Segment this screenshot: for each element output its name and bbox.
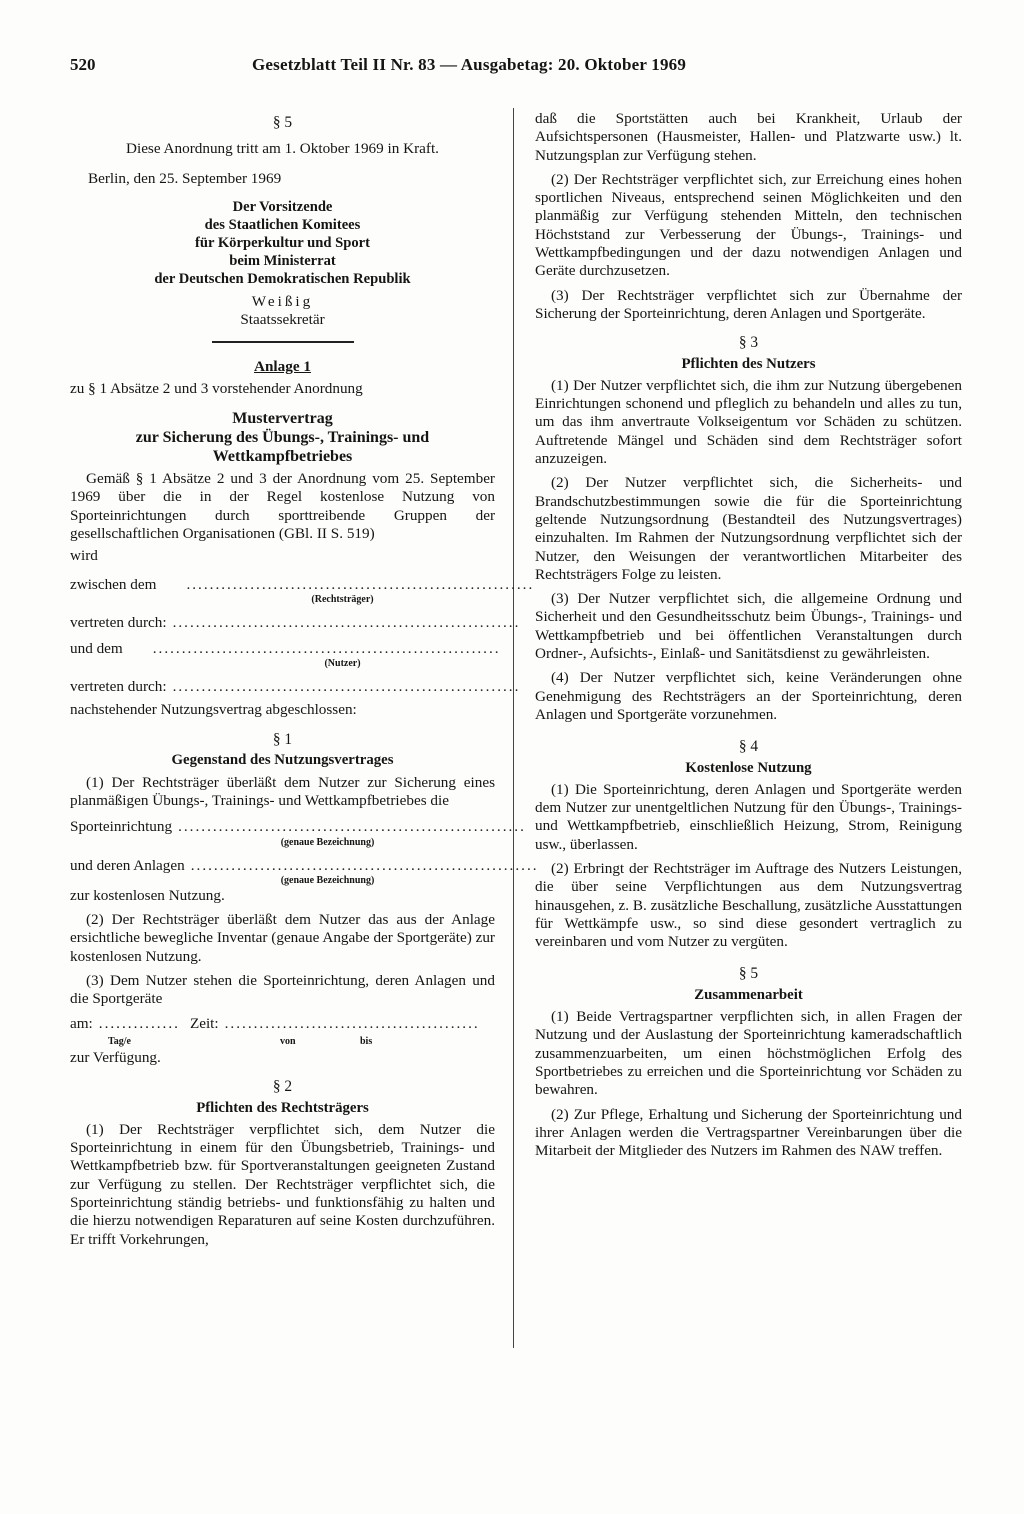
section-mark: § 4 [738,738,759,756]
paragraph: (3) Der Rechtsträger verpflichtet sich zur Übernahme der Sicherung der Sporteinrichtung, deren Anlagen und Sportgeräte. [535,286,962,322]
signatory-line: beim Ministerrat [229,252,336,269]
annex-subtitle: zu § 1 Absätze 2 und 3 vorstehender Anordnung [70,379,363,397]
field-caption: (genaue Bezeichnung) [280,836,375,848]
time-captions [70,1033,495,1047]
contract-title-line: Mustervertrag [232,410,333,428]
signer-name: Weißig [251,292,314,310]
paragraph: zur Verfügung. [70,1048,161,1066]
effective-date-text: Diese Anordnung tritt am 1. Oktober 1969 in Kraft. [126,140,439,158]
fill-line: ............................................................ [172,678,521,696]
page-header [70,55,964,83]
paragraph: (2) Der Rechtsträger überläßt dem Nutzer das aus der Anlage ersichtliche bewegliche Inventar (genaue Angabe der Sportgeräte) zur kostenlosen Nutzung. [70,911,495,965]
paragraph: (3) Der Nutzer verpflichtet sich, die allgemeine Ordnung und Sicherheit und den Gesundheitsschutz beim Übungs-, Trainings- und Wettkampfbetrieb und bei öffentlichen Veranstaltungen durch Ordner-, Aufsichts-, Einlaß- und Sanitätsdienst zu gewährleisten. [535,590,962,663]
field-label: vertreten durch: [70,678,167,696]
contract-title-line: Wettkampfbetriebes [212,448,353,466]
section-title: Kostenlose Nutzung [685,759,812,776]
fill-line: ............................................................ [178,818,526,836]
signatory-line: der Deutschen Demokratischen Republik [154,270,411,287]
field-label: Zeit: [189,1014,219,1032]
paragraph: (1) Der Rechtsträger überläßt dem Nutzer zur Sicherung eines planmäßigen Übungs-, Trainings- und Wettkampfbetriebes die [70,773,495,809]
field-label: und deren Anlagen [70,856,185,874]
fill-line: ............................................................ [190,856,539,874]
contract-title-line: zur Sicherung des Übungs-, Trainings- und [135,429,430,447]
section-mark: § 5 [738,965,759,983]
field-caption: von [280,1035,296,1047]
field-caption: (Nutzer) [324,658,361,670]
paragraph: (2) Der Rechtsträger verpflichtet sich, zur Erreichung eines hohen sportlichen Niveaus, entsprechend seinen Möglichkeiten und den planmäßig zur Verfügung stehenden Mitteln, den technischen Höchststand zur Verbesserung der Übungs-, Trainings- und Wettkampfbedingungen und der dazu notwendigen Anlagen und Geräte durchzusetzen. [535,170,962,280]
signatory-line: für Körperkultur und Sport [194,234,371,251]
divider-rule [212,341,354,343]
fill-line: .............. [98,1014,180,1032]
form-field-sporteinrichtung [70,818,526,836]
running-head: Gesetzblatt Teil II Nr. 83 — Ausgabetag: 20. Oktober 1969 [252,55,687,74]
form-field-nutzer [70,640,501,658]
column-divider [513,108,514,1348]
fill-line: ............................................ [224,1014,480,1032]
section-mark: § 2 [272,1078,293,1096]
section-mark: § 5 [272,114,293,131]
paragraph: (2) Erbringt der Rechtsträger im Auftrage des Nutzers Leistungen, die über seine Verpflichtungen aus dem Nutzungsvertrag hinausgehen, z. B. zusätzliche Beschallung, zusätzliche Ausstattungen für Wettkämpfe usw., so sind diese gesondert vertraglich zu vereinbaren und vom Nutzer zu vergüten. [535,859,962,951]
form-closing: nachstehender Nutzungsvertrag abgeschlossen: [70,700,357,718]
section-title: Pflichten des Rechtsträgers [196,1099,369,1116]
paragraph: (4) Der Nutzer verpflichtet sich, keine Veränderungen ohne Genehmigung des Rechtsträgers an der Sporteinrichtung, deren Anlagen und Sportgeräte vorzunehmen. [535,669,962,723]
signer-title: Staatssekretär [240,311,325,329]
signatory-line: des Staatlichen Komitees [204,216,361,233]
paragraph: (1) Der Rechtsträger verpflichtet sich, dem Nutzer die Sporteinrichtung in einem für den Übungsbetrieb, Trainings- und Wettkampfbetrieb bzw. für Sportveranstaltungen geeigneten Zustand zur Verfügung zu stellen. Der Rechtsträger verpflichtet sich, die Sporteinrichtung ständig betriebs- und funktionsfähig zu halten und die hierzu notwendigen Reparaturen auf seine Kosten durchzuführen. Er trifft Vorkehrungen, [70,1120,495,1248]
annex-title: Anlage 1 [254,358,311,376]
field-label: am: [70,1014,93,1032]
form-field-vertreten [70,678,521,696]
section-title: Zusammenarbeit [694,986,803,1003]
contract-title [70,409,495,466]
paragraph: (1) Der Nutzer verpflichtet sich, die ihm zur Nutzung übergebenen Einrichtungen schonend und pfleglich zu behandeln und alles zu tun, um das ihm anvertraute Volkseigentum vor Schäden zu schützen. Auftretende Mängel und Schäden sind dem Rechtsträger sofort anzuzeigen. [535,376,962,468]
fill-line: ............................................................ [152,640,501,658]
paragraph: (2) Zur Pflege, Erhaltung und Sicherung der Sporteinrichtung und ihrer Anlagen werden die Vertragspartner Vereinbarungen über die Mitarbeit der Mitglieder des Nutzers im Rahmen des NAW treffen. [535,1105,962,1160]
section-title: Gegenstand des Nutzungsvertrages [171,752,394,769]
left-column [70,110,539,1249]
form-field-vertreten [70,613,521,632]
field-label: und dem [70,640,123,658]
form-field-time [70,1015,495,1033]
form-field-anlagen [70,856,539,875]
wird-text: wird [70,547,98,565]
field-caption: (genaue Bezeichnung) [280,874,375,886]
field-caption: (Rechtsträger) [311,593,374,605]
field-label: vertreten durch: [70,613,167,631]
field-caption: Tag/e [108,1035,131,1047]
page-number: 520 [70,55,96,74]
paragraph: daß die Sportstätten auch bei Krankheit, Urlaub der Aufsichtspersonen (Hausmeister, Hallen- und Platzwarte usw.) lt. Nutzungsplan zur Verfügung stehen. [535,110,962,164]
paragraph: (1) Die Sporteinrichtung, deren Anlagen und Sportgeräte werden dem Nutzer zur unentgeltlichen Nutzung für den Übungs-, Trainings- und Wettkampfbetrieb, einschließlich Heizung, Strom, Reinigung usw., überlassen. [535,780,962,853]
section-title: Pflichten des Nutzers [681,355,816,372]
section-mark: § 3 [738,334,759,352]
signature-block [70,198,495,344]
field-label: zwischen dem [70,575,157,593]
place-date: Berlin, den 25. September 1969 [88,169,282,187]
fill-line: ............................................................ [186,575,535,593]
paragraph: zur kostenlosen Nutzung. [70,886,225,904]
field-label: Sporteinrichtung [70,818,173,836]
paragraph: (2) Der Nutzer verpflichtet sich, die Sicherheits- und Brandschutzbestimmungen sowie die für die Sporteinrichtung geltende Nutzungsordnung (Bestandteil des Nutzungsvertrages) einzuhalten. Im Rahmen der Nutzungsordnung verpflichtet sich der Nutzer, den Weisungen der verantwortlichen Mitarbeiter des Rechtsträgers Folge zu leisten. [535,474,962,583]
form-field-rechtstraeger [70,575,535,594]
right-column [535,110,962,1160]
contract-form [70,575,535,719]
paragraph: (3) Dem Nutzer stehen die Sporteinrichtung, deren Anlagen und die Sportgeräte [70,972,495,1008]
field-caption: bis [360,1035,373,1047]
paragraph: (1) Beide Vertragspartner verpflichten sich, in allen Fragen der Nutzung und der Auslastung der Sporteinrichtung kameradschaftlich zusammenzuarbeiten, um einen höchstmöglichen Erfolg des Sportbetriebes zu erreichen und die Sporteinrichtung vor Schäden zu bewahren. [535,1008,962,1099]
fill-line: ............................................................ [172,613,521,631]
signatory-line: Der Vorsitzende [232,198,333,215]
contract-intro: Gemäß § 1 Absätze 2 und 3 der Anordnung vom 25. September 1969 über die in der Regel kostenlose Nutzung von Sporteinrichtungen durch sporttreibende Gruppen der gesellschaftlichen Organisationen (GBl. II S. 519) [70,470,495,542]
section-mark: § 1 [272,731,293,749]
